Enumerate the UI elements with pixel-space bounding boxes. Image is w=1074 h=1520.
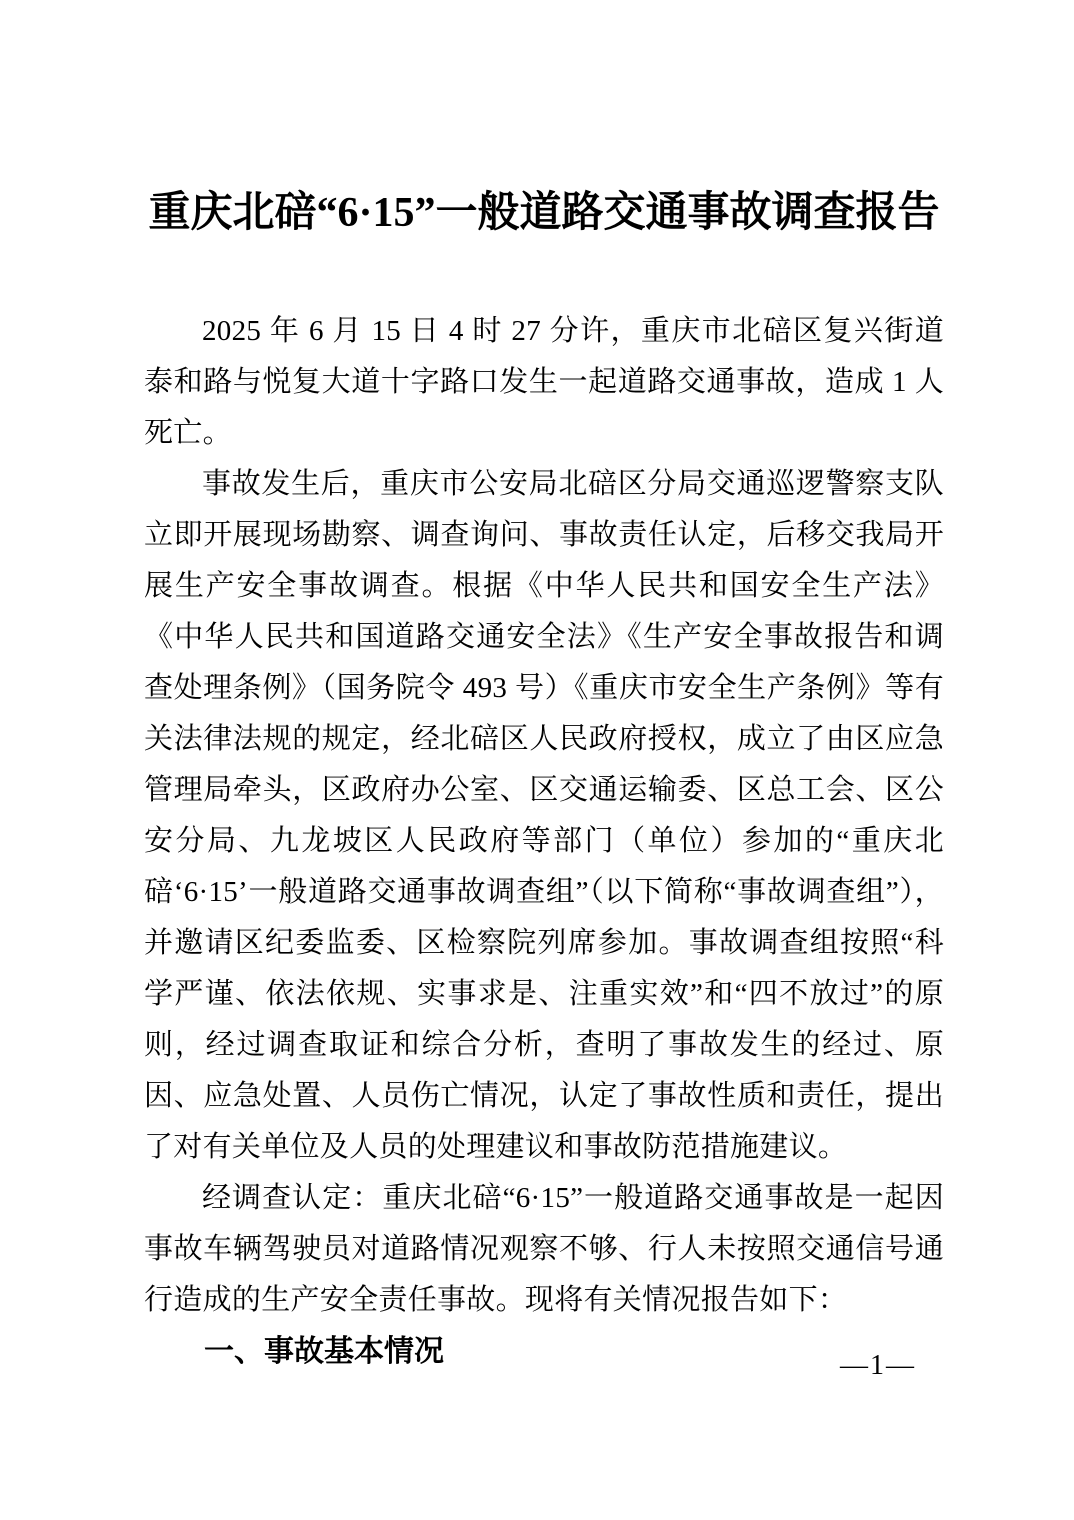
paragraph-investigation-conclusion: 经调查认定：重庆北碚“6·15”一般道路交通事故是一起因事故车辆驾驶员对道路情况观察不够、行人未按照交通信号通行造成的生产安全责任事故。现将有关情况报告如下： (144, 1182, 944, 1316)
document-content (144, 0, 944, 1377)
page-number: —1— (840, 1350, 916, 1381)
document-body (144, 306, 944, 1377)
document-title: 重庆北碚“6·15”一般道路交通事故调查报告 (148, 190, 940, 236)
paragraph-incident-summary: 2025 年 6 月 15 日 4 时 27 分许，重庆市北碚区复兴街道泰和路与悦复大道十字路口发生一起道路交通事故，造成 1 人死亡。 (144, 315, 944, 449)
paragraph-investigation-setup: 事故发生后，重庆市公安局北碚区分局交通巡逻警察支队立即开展现场勘察、调查询问、事故责任认定，后移交我局开展生产安全事故调查。根据《中华人民共和国安全生产法》《中华人民共和国道路交通安全法》《生产安全事故报告和调查处理条例》（国务院令 493 号）《重庆市安全生产条例》等有关法律法规的规定，经北碚区人民政府授权，成立了由区应急管理局牵头，区政府办公室、区交通运输委、区总工会、区公安分局、九龙坡区人民政府等部门（单位）参加的“重庆北碚‘6·15’一般道路交通事故调查组”（以下简称“事故调查组”），并邀请区纪委监委、区检察院列席参加。事故调查组按照“科学严谨、依法依规、实事求是、注重实效”和“四不放过”的原则，经过调查取证和综合分析，查明了事故发生的经过、原因、应急处置、人员伤亡情况，认定了事故性质和责任，提出了对有关单位及人员的处理建议和事故防范措施建议。 (144, 468, 944, 1163)
section-heading-basic-situation: 一、事故基本情况 (204, 1335, 444, 1368)
